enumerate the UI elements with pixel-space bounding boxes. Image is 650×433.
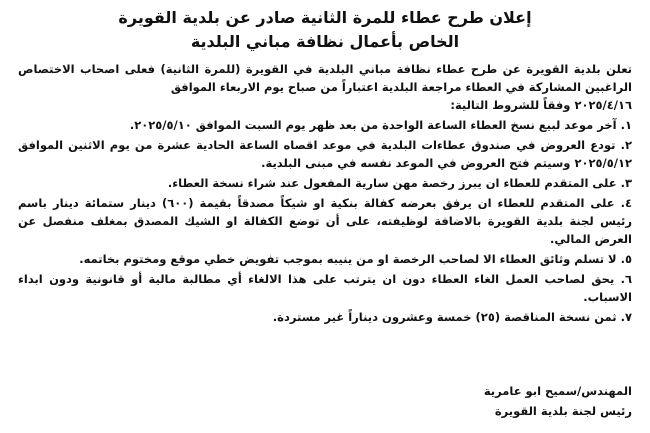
notice-title-line-2: الخاص بأعمال نظافة مباني البلدية bbox=[190, 32, 460, 51]
condition-item-4: ٤. على المتقدم للعطاء ان يرفق بعرضه كفالة بنكية او شيكاً مصدقاً بقيمة (٦٠٠) دينار ستمائة دينار باسم رئيس لجنة بلدية القويرة بالاضافة لوظيفته، على أن توضع الكفالة او الشيك المصدق بمغلف منفصل عن العرض المالي. bbox=[18, 196, 632, 246]
condition-item-2: ٢. تودع العروض في صندوق عطاءات البلدية في موعد اقصاه الساعة الحادية عشرة من يوم الاثنين الموافق ٢٠٢٥/٥/١٢ وسيتم فتح العروض في الموعد نفسه في مبنى البلدية. bbox=[18, 138, 632, 170]
intro-text: تعلن بلدية القويرة عن طرح عطاء نظافة مباني البلدية في القويرة (للمرة الثانية) فعلى اصحاب الاختصاص الراغبين المشاركة في العطاء مراجعة البلدية اعتباراً من صباح يوم الاربعاء الموافق bbox=[18, 62, 632, 94]
conditions-list bbox=[18, 116, 632, 326]
condition-item-5: ٥. لا تسلم وثائق العطاء الا لصاحب الرخصة او من ينيبه بموجب تفويض خطي موقع ومختوم بخاتمه. bbox=[79, 252, 632, 266]
intro-date-line: ٢٠٢٥/٤/١٦ وفقاً للشروط التالية: bbox=[450, 98, 632, 112]
signatory-role: رئيس لجنة بلدية القويرة bbox=[494, 404, 632, 418]
signatory-name: المهندس/سميح ابو عامرية bbox=[483, 384, 632, 398]
condition-item-1: ١. آخر موعد لبيع نسخ العطاء الساعة الواحدة من بعد ظهر يوم السبت الموافق ٢٠٢٥/٥/١٠. bbox=[129, 118, 632, 132]
notice-title bbox=[18, 6, 632, 54]
notice-title-line-1: إعلان طرح عطاء للمرة الثانية صادر عن بلدية القويرة bbox=[118, 8, 532, 27]
condition-item-6: ٦. يحق لصاحب العمل الغاء العطاء دون ان يترتب على هذا الالغاء أي مطالبة مالية أو قانونية ودون ابداء الاسباب. bbox=[18, 272, 632, 304]
notice-intro bbox=[18, 60, 632, 114]
signature-block bbox=[484, 381, 632, 421]
condition-item-3: ٣. على المتقدم للعطاء ان يبرز رخصة مهن سارية المفعول عند شراء نسخة العطاء. bbox=[167, 176, 632, 190]
condition-item-7: ٧. ثمن نسخة المناقصة (٢٥) خمسة وعشرون ديناراً غير مستردة. bbox=[272, 310, 632, 324]
